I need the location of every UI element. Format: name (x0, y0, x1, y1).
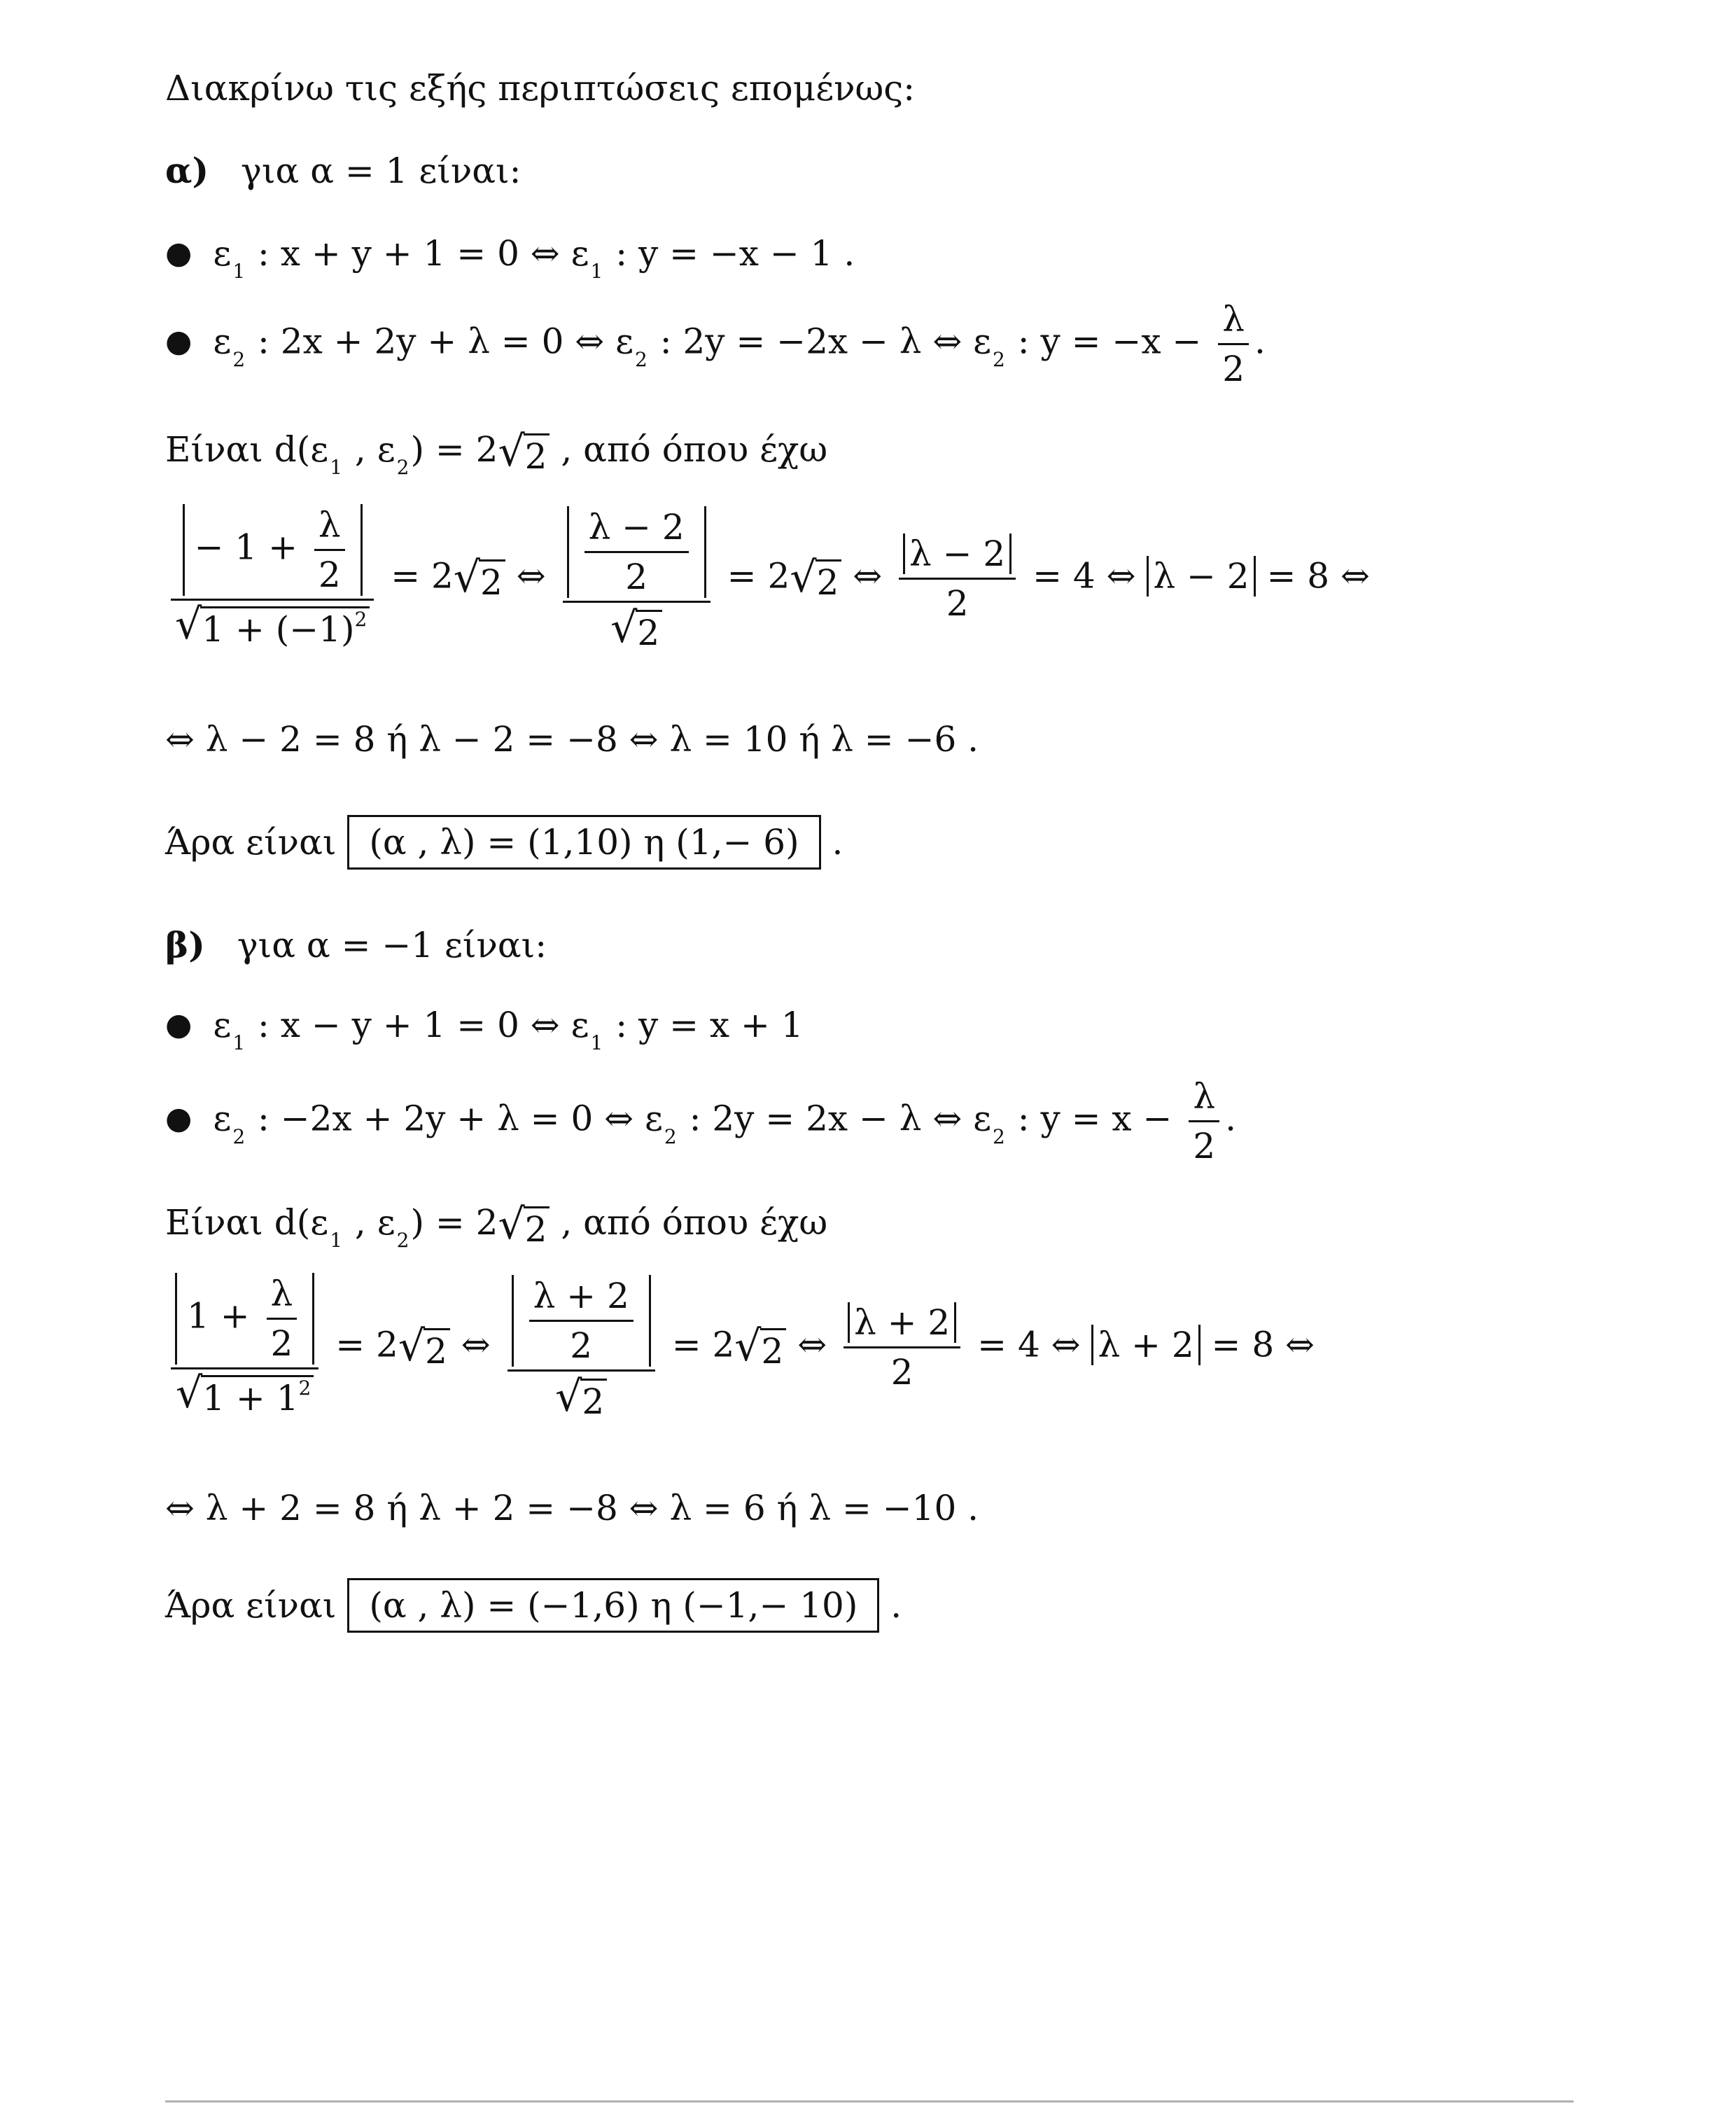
part-a-line-eps2: ● $\varepsilon_2$ : 2x + 2y + λ = 0 ⇔ $\varepsilon_2$ : 2y = −2x − λ ⇔ $\varepsilon_2$ : y = −x − $\frac{\lambda}{2}$ . (165, 299, 1266, 389)
distance-fraction-3: $\frac{\lambda - 2}{2}$ (899, 533, 1016, 625)
part-b-calculation: 1 + $\frac{\lambda}{2}$ $√1 + 1^2$ = 2√2 ⇔ $\frac{\frac{\lambda + 2}{2}}{√2}$ = 2√2 ⇔ $\frac{\lambda + 2}{2}$ = 4 ⇔ λ + 2 = 8 ⇔ (165, 1273, 1315, 1422)
lambda-over-2-fraction: $\frac{\lambda}{2}$ (1218, 298, 1249, 390)
part-a-distance-line: Είναι $d(\varepsilon_1$ , $\varepsilon_2) = 2√2$ , από όπου έχω (165, 426, 828, 479)
result-box: (α , λ) = (−1,6) η (−1,− 10) (347, 1578, 879, 1633)
part-a-label: α) (165, 150, 209, 191)
intro-text: Διακρίνω τις εξής περιπτώσεις επομένως: (165, 68, 916, 109)
part-a-line-eps1: ● $\varepsilon_1$ : x + y + 1 = 0 ⇔ $\varepsilon_1$ : y = −x − 1 . (165, 233, 855, 283)
distance-fraction-1: − 1 + $\frac{\lambda}{2}$ $√1 + (-1)^2$ (171, 504, 374, 653)
part-b-condition: για α = −1 είναι: (237, 925, 547, 965)
bullet-icon: ● (165, 1100, 192, 1136)
part-b-solve-line: ⇔ λ + 2 = 8 ή λ + 2 = −8 ⇔ λ = 6 ή λ = −10 . (165, 1488, 979, 1528)
distance-fraction-3: $\frac{\lambda + 2}{2}$ (844, 1302, 960, 1393)
footer-divider (165, 2100, 1574, 2102)
sqrt-symbol: √2 (498, 431, 550, 475)
bullet-icon: ● (165, 235, 192, 271)
sqrt-symbol: √2 (498, 1204, 550, 1248)
part-b-result: Άρα είναι (α , λ) = (−1,6) η (−1,− 10) . (165, 1578, 902, 1633)
bullet-icon: ● (165, 1007, 192, 1042)
abs-value: λ − 2 (1147, 556, 1255, 597)
result-box: (α , λ) = (1,10) η (1,− 6) (347, 815, 820, 870)
part-b-line-eps1: ● $\varepsilon_1$ : x − y + 1 = 0 ⇔ $\varepsilon_1$ : y = x + 1 (165, 1005, 804, 1054)
part-b-heading (165, 924, 547, 966)
distance-fraction-2: $\frac{\frac{\lambda + 2}{2}}{√2}$ (507, 1275, 655, 1421)
part-a-result: Άρα είναι (α , λ) = (1,10) η (1,− 6) . (165, 815, 843, 870)
distance-fraction-1: 1 + $\frac{\lambda}{2}$ $√1 + 1^2$ (171, 1273, 318, 1422)
bullet-icon: ● (165, 323, 192, 359)
lambda-over-2-fraction: $\frac{\lambda}{2}$ (1189, 1075, 1219, 1167)
part-b-distance-line: Είναι $d(\varepsilon_1$ , $\varepsilon_2) = 2√2$ , από όπου έχω (165, 1199, 828, 1252)
part-a-calculation: − 1 + $\frac{\lambda}{2}$ $√1 + (-1)^2$ = 2√2 ⇔ $\frac{\frac{\lambda - 2}{2}}{√2}$ = 2√2 ⇔ $\frac{\lambda - 2}{2}$ = 4 ⇔ λ − 2 = 8 ⇔ (165, 504, 1370, 653)
abs-value: λ + 2 (1091, 1325, 1200, 1365)
distance-fraction-2: $\frac{\frac{\lambda - 2}{2}}{√2}$ (563, 506, 710, 652)
part-a-solve-line: ⇔ λ − 2 = 8 ή λ − 2 = −8 ⇔ λ = 10 ή λ = −6 . (165, 719, 979, 760)
part-a-heading (165, 150, 521, 192)
part-a-condition: για α = 1 είναι: (241, 151, 522, 191)
part-b-line-eps2: ● $\varepsilon_2$ : −2x + 2y + λ = 0 ⇔ $\varepsilon_2$ : 2y = 2x − λ ⇔ $\varepsilon_2$ : y = x − $\frac{\lambda}{2}$ . (165, 1076, 1237, 1166)
part-b-label: β) (165, 924, 205, 965)
